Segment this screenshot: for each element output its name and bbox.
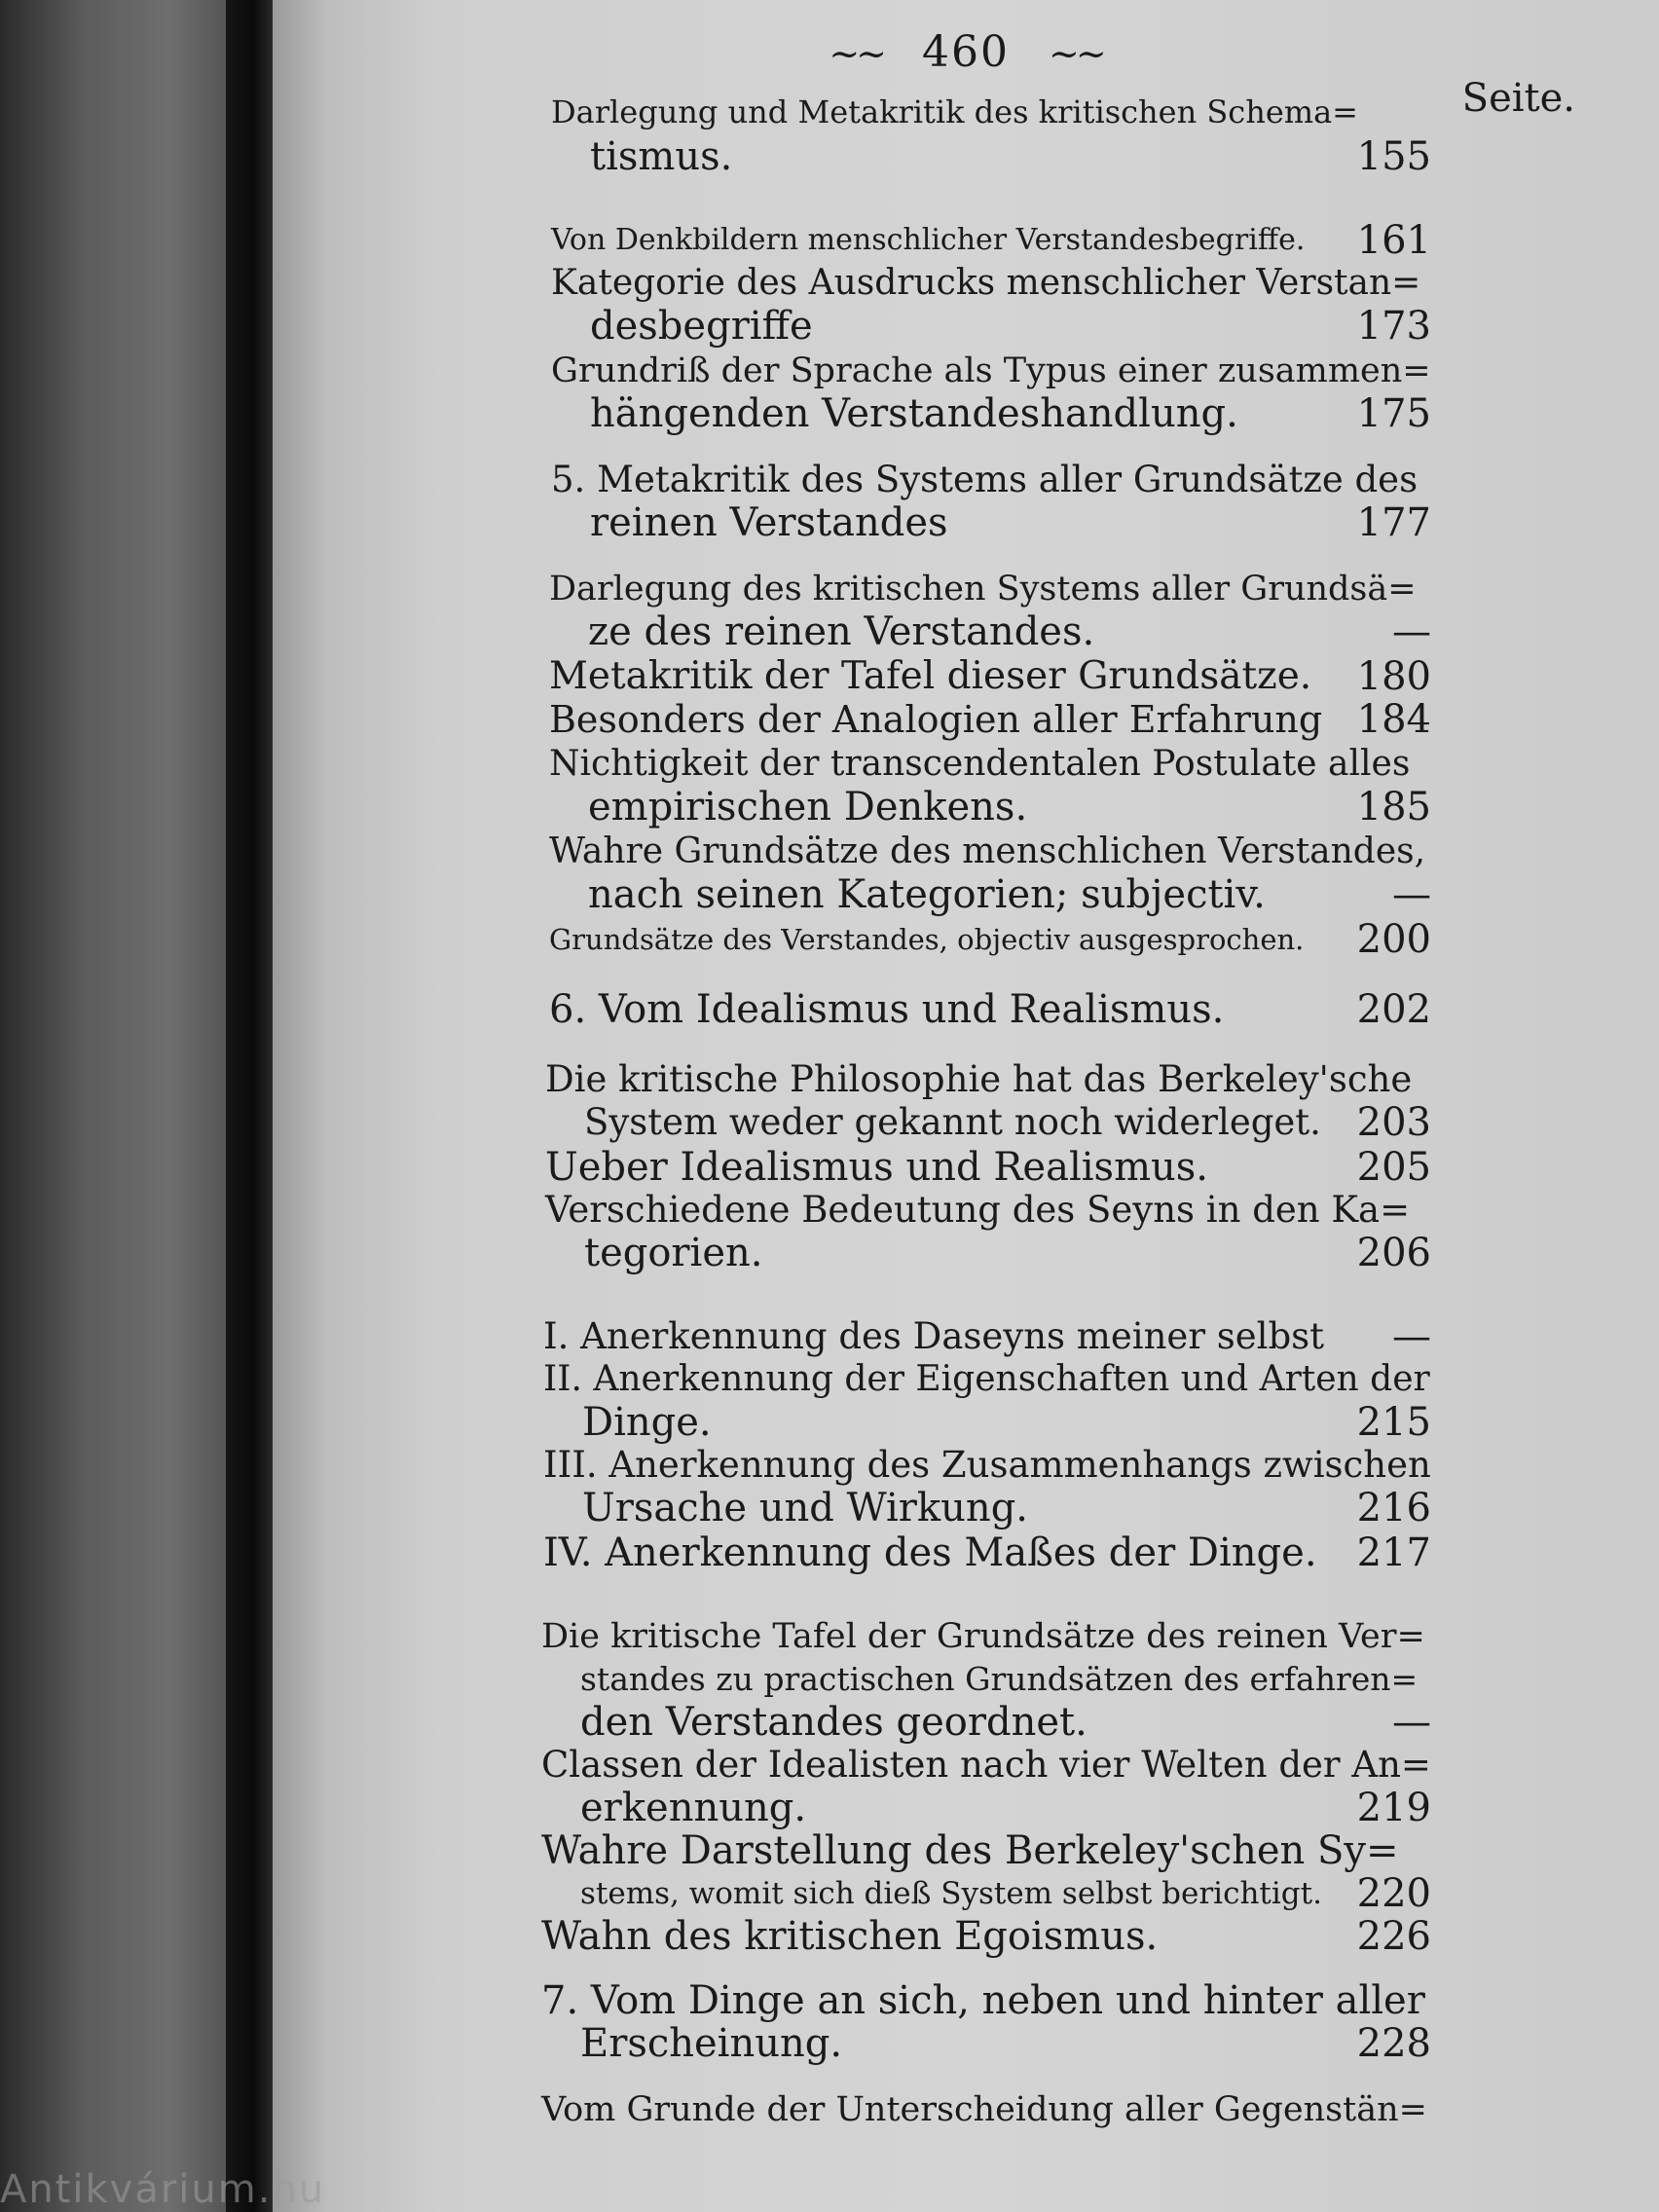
toc-line [549,654,1431,699]
toc-line [590,391,1431,436]
toc-entry-page: — [1392,1314,1431,1359]
toc-entry-text: standes zu practischen Grundsätzen des erfahren= [580,1660,1419,1698]
toc-entry-page: 203 [1356,1100,1431,1145]
toc-line [543,1357,1431,1402]
toc-entry-text: den Verstandes geordnet. [580,1700,1088,1745]
toc-entry-text: Nichtigkeit der transcendentalen Postulate alles [549,744,1411,784]
toc-line [551,261,1431,306]
toc-line [551,349,1431,393]
table-of-contents [273,0,1659,2212]
toc-entry-text: Die kritische Tafel der Grundsätze des reinen Ver= [541,1617,1425,1656]
toc-entry-page: 220 [1356,1871,1431,1916]
toc-entry-page: 205 [1356,1145,1431,1190]
toc-entry-page: — [1392,1700,1431,1745]
toc-line [590,500,1431,545]
toc-entry-page: 155 [1356,134,1431,179]
toc-line [580,1657,1431,1702]
toc-line [551,218,1431,263]
toc-entry-text: nach seinen Kategorien; subjectiv. [588,872,1266,917]
toc-line [584,1231,1431,1275]
toc-entry-text: desbegriffe [590,304,813,349]
toc-line [582,1486,1431,1530]
toc-entry-text: hängenden Verstandeshandlung. [590,391,1238,436]
toc-line [543,1314,1431,1359]
toc-entry-text: Darlegung des kritischen Systems aller Grundsä= [549,570,1417,608]
toc-entry-text: III. Anerkennung des Zusammenhangs zwischen [543,1444,1431,1486]
toc-entry-text: Darlegung und Metakritik des kritischen Schema= [551,93,1358,130]
toc-entry-page: 177 [1356,500,1431,545]
toc-line [549,917,1431,962]
toc-entry-text: System weder gekannt noch widerleget. [584,1101,1321,1143]
toc-line [549,567,1431,611]
toc-entry-page: 215 [1356,1400,1431,1445]
toc-line [545,1188,1431,1233]
toc-line [551,90,1369,134]
toc-line [580,1700,1431,1745]
toc-entry-page: 185 [1356,785,1431,830]
toc-line [582,1400,1431,1445]
toc-entry-page: 216 [1356,1486,1431,1530]
toc-entry-text: Verschiedene Bedeutung des Seyns in den Ka= [545,1189,1411,1231]
toc-line [588,872,1431,917]
toc-entry-page: 217 [1356,1530,1431,1575]
toc-entry-page: 175 [1356,391,1431,436]
book-page [273,0,1659,2212]
toc-entry-text: I. Anerkennung des Daseyns meiner selbst [543,1315,1325,1357]
toc-entry-text: 7. Vom Dinge an sich, neben und hinter aller [541,1978,1425,2023]
toc-line [588,609,1431,654]
toc-entry-text: erkennung. [580,1786,807,1830]
toc-entry-text: Grundriß der Sprache als Typus einer zusammen= [551,351,1431,390]
toc-line [549,987,1431,1032]
toc-entry-text: II. Anerkennung der Eigenschaften und Arten der [543,1359,1430,1399]
toc-line [580,2021,1431,2066]
toc-entry-text: 5. Metakritik des Systems aller Grundsätze des [551,459,1419,500]
toc-entry-page: 184 [1356,697,1431,742]
toc-line [541,1828,1431,1873]
toc-line [541,1914,1431,1959]
toc-entry-page: 173 [1356,304,1431,349]
toc-entry-text: Dinge. [582,1400,712,1445]
toc-line [580,1786,1431,1830]
toc-entry-text: reinen Verstandes [590,500,948,545]
toc-entry-page: 226 [1356,1914,1431,1959]
toc-entry-page: 200 [1356,917,1431,962]
toc-entry-page: — [1392,609,1431,654]
page-column-label: Seite. [1461,76,1575,121]
toc-entry-text: Erscheinung. [580,2021,843,2066]
toc-line [549,830,1431,874]
toc-entry-text: Wahre Darstellung des Berkeley'schen Sy= [541,1828,1399,1873]
toc-line [545,1145,1431,1190]
toc-line [549,742,1431,787]
toc-line [543,1530,1431,1575]
ornament-right: ~~ [1048,32,1103,75]
toc-line [588,785,1431,830]
toc-entry-text: Grundsätze des Verstandes, objectiv ausgesprochen. [549,923,1305,956]
toc-line [545,1057,1431,1102]
toc-line [543,1443,1431,1488]
toc-entry-page: 228 [1356,2021,1431,2066]
toc-entry-page: 206 [1356,1231,1431,1275]
toc-entry-text: 6. Vom Idealismus und Realismus. [549,987,1225,1032]
toc-line [549,697,1431,742]
toc-line [590,304,1431,349]
toc-line [580,1871,1431,1916]
toc-line [541,1614,1431,1659]
toc-entry-text: ze des reinen Verstandes. [588,609,1095,654]
toc-line [590,134,1431,179]
toc-line [541,1743,1431,1788]
toc-entry-text: Ueber Idealismus und Realismus. [545,1145,1208,1190]
toc-line [551,458,1431,502]
toc-entry-text: Wahre Grundsätze des menschlichen Verstandes, [549,831,1426,871]
toc-entry-text: Wahn des kritischen Egoismus. [541,1914,1159,1959]
toc-entry-text: Kategorie des Ausdrucks menschlicher Verstan= [551,263,1421,303]
toc-entry-text: Von Denkbildern menschlicher Verstandesbegriffe. [551,223,1306,257]
toc-entry-text: IV. Anerkennung des Maßes der Dinge. [543,1530,1317,1575]
toc-entry-page: 161 [1356,218,1431,263]
toc-entry-page: — [1392,872,1431,917]
toc-entry-text: Vom Grunde der Unterscheidung aller Gegenstän= [541,2090,1427,2129]
toc-entry-text: Metakritik der Tafel dieser Grundsätze. [549,654,1312,698]
toc-entry-text: tegorien. [584,1231,763,1275]
toc-entry-page: 202 [1356,987,1431,1032]
watermark: Antikvárium.hu [0,2167,326,2212]
toc-entry-text: Besonders der Analogien aller Erfahrung [549,698,1323,741]
toc-entry-text: Die kritische Philosophie hat das Berkeley'sche [545,1058,1413,1100]
toc-line [584,1100,1431,1145]
toc-line [541,2087,1431,2132]
toc-entry-text: Classen der Idealisten nach vier Welten der An= [541,1744,1431,1786]
page-number: 460 [922,27,1010,77]
book-spine [226,0,273,2212]
toc-entry-text: Ursache und Wirkung. [582,1486,1029,1530]
toc-entry-page: 180 [1356,654,1431,699]
toc-entry-page: 219 [1356,1786,1431,1830]
toc-entry-text: stems, womit sich dieß System selbst berichtigt. [580,1876,1322,1911]
ornament-left: ~~ [829,32,883,75]
toc-entry-text: empirischen Denkens. [588,785,1028,830]
toc-entry-text: tismus. [590,134,733,179]
toc-line [541,1978,1431,2023]
